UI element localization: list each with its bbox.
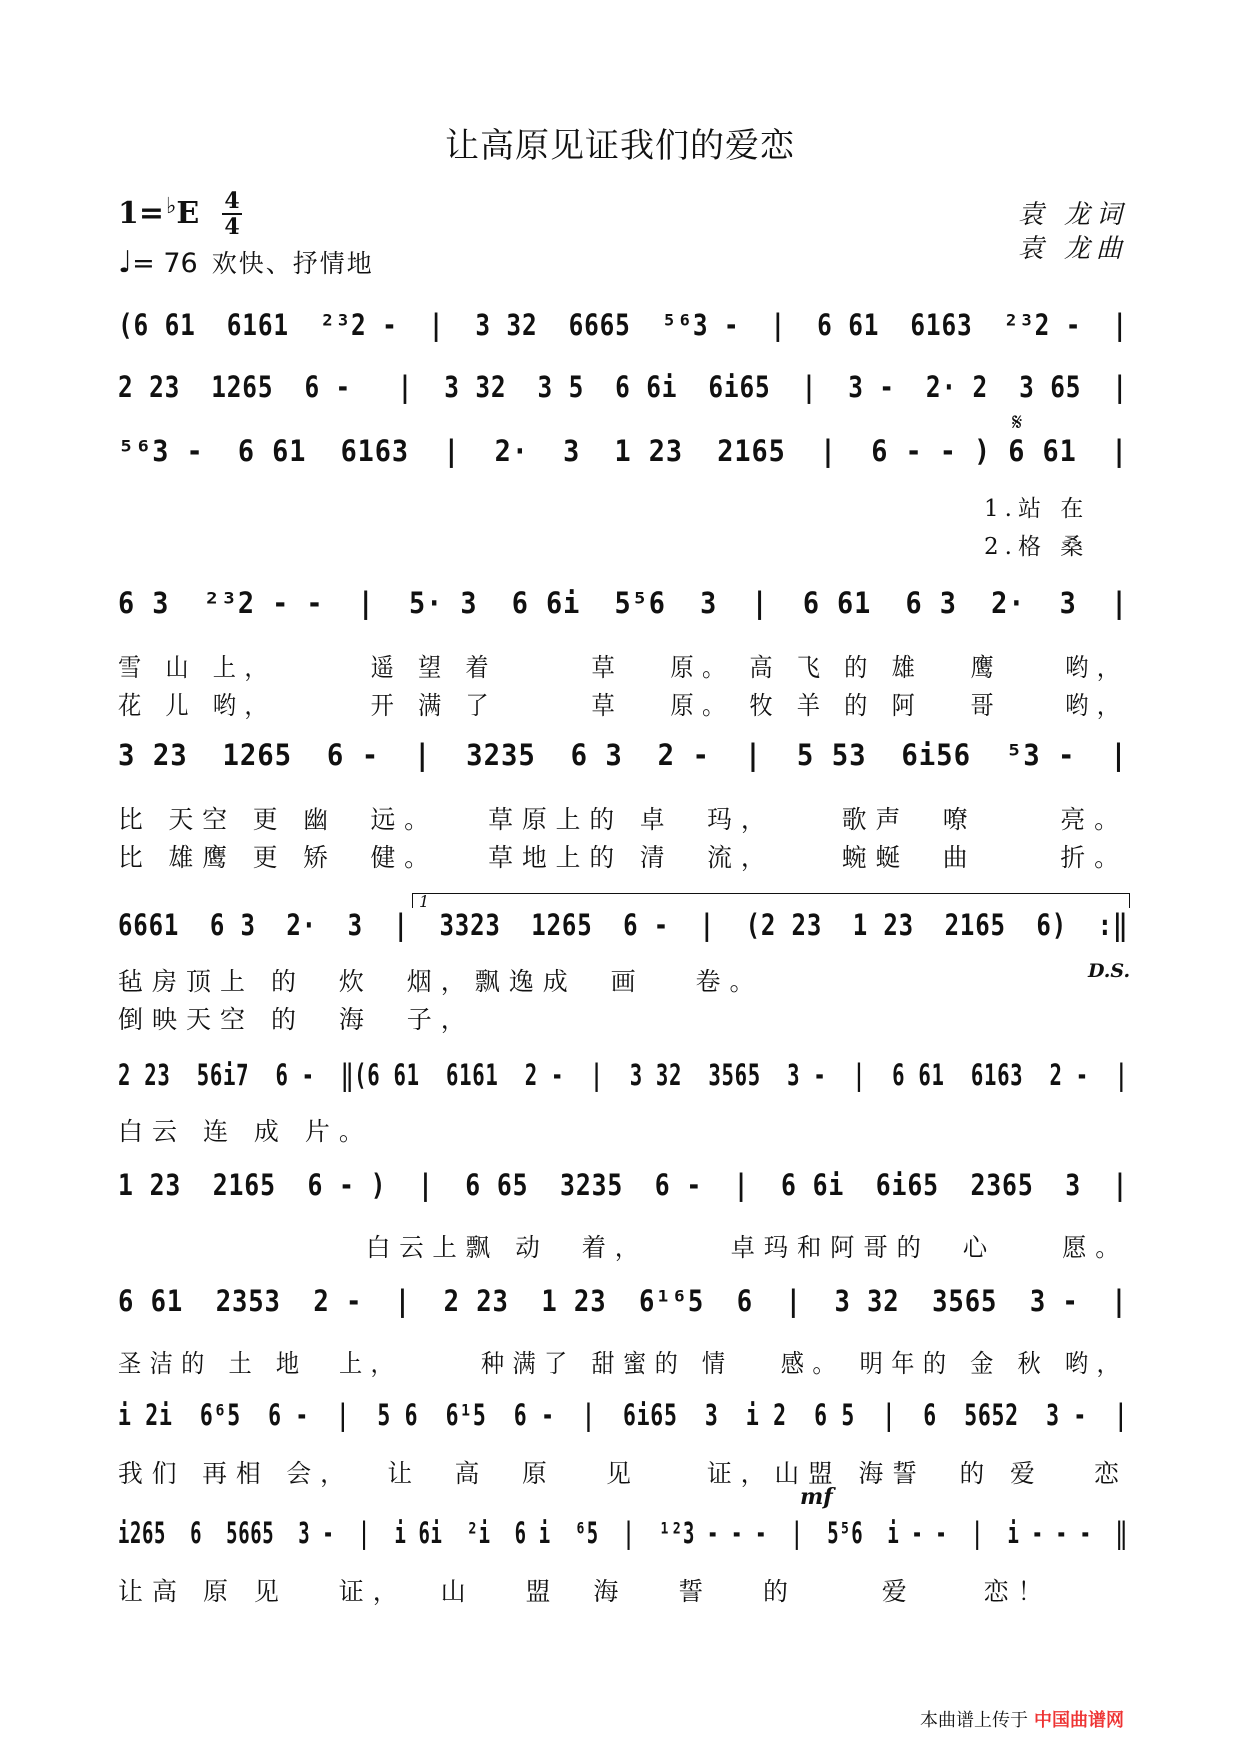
segno-icon: 𝄋	[1012, 408, 1023, 436]
lyric-line: 白云上飘 动 着， 卓玛和阿哥的 心 愿。	[118, 1233, 1129, 1262]
pickup-lyric-verse-2: 2.格 桑	[984, 534, 1090, 560]
tempo-expression: 欢快、抒情地	[211, 249, 374, 278]
lyric-line-verse-1: 比 天空 更 幽 远。 草原上的 卓 玛， 歌声 嘹 亮。	[118, 805, 1128, 834]
notation-text: 6 61 2353 2 - | 2 23 1 23 6¹⁶5 6 | 3 32 3565 3 - |	[118, 1284, 1128, 1318]
tempo-marking	[118, 244, 374, 280]
flat-icon: ♭	[166, 193, 177, 219]
lyric-line-verse-2: 比 雄鹰 更 矫 健。 草地上的 清 流， 蜿蜒 曲 折。	[118, 843, 1128, 872]
notation-line	[118, 308, 1128, 348]
notation-text: ⁵⁶3 - 6 61 6163 | 2· 3 1 23 2165 | 6 - - ) 6 61 |	[118, 434, 1129, 468]
notation-line	[118, 908, 1128, 948]
notation-text: (6 61 6161 ²³2 - | 3 32 6665 ⁵⁶3 - | 6 61 6163 ²³2 - |	[118, 308, 1128, 342]
dal-segno-mark: D.S.	[1088, 960, 1131, 982]
key-letter: E	[176, 196, 200, 231]
first-ending-bracket	[412, 892, 1130, 911]
time-signature	[222, 190, 242, 238]
footer-uploaded-to: 本曲谱上传于	[920, 1710, 1028, 1731]
lyric-line: 白云 连 成 片。	[118, 1117, 373, 1146]
lyric-line-verse-1: 雪 山 上， 遥 望 着 草 原。 高 飞 的 雄 鹰 哟，	[118, 653, 1129, 682]
volta-number: 1	[419, 892, 430, 911]
tempo-bpm: = 76	[132, 248, 198, 279]
notation-text: i265 6 5665 3 - | i 6i ²i 6 i ⁶5 | ¹²3 - - - | 5⁵6 i - - | i - - - ‖	[118, 1516, 1128, 1550]
notation-line	[118, 586, 1128, 626]
notation-text: i 2i 6⁶5 6 - | 5 6 6¹5 6 - | 6i65 3 i 2 6 5 | 6 5652 3 - |	[118, 1398, 1129, 1432]
notation-line	[118, 370, 1128, 410]
notation-line	[118, 1058, 1128, 1098]
footer-watermark	[920, 1706, 1124, 1732]
notation-text: 2 23 1265 6 - | 3 32 3 5 6 6i 6i65 | 3 - 2· 2 3 65 |	[118, 370, 1128, 404]
key-signature	[118, 193, 200, 231]
lyric-line: 我们 再相 会， 让 高 原 见 证，山盟 海誓 的 爱 恋	[118, 1459, 1128, 1488]
notation-text: 6 3 ²³2 - - | 5· 3 6 6i 5⁵6 3 | 6 61 6 3 2· 3 |	[118, 586, 1129, 620]
quarter-note-icon: ♩	[118, 245, 133, 280]
key-prefix: 1=	[118, 196, 165, 231]
notation-line	[118, 434, 1128, 474]
notation-text: 3 23 1265 6 - | 3235 6 3 2 - | 5 53 6i56 ⁵3 - |	[118, 738, 1128, 772]
lyric-line: 让高 原 见 证， 山 盟 海 誓 的 爱 恋！	[118, 1577, 1052, 1606]
notation-line	[118, 738, 1128, 778]
site-logo: 中国曲谱网	[1034, 1710, 1124, 1731]
notation-text: 1 23 2165 6 - ) | 6 65 3235 6 - | 6 6i 6i65 2365 3 |	[118, 1168, 1129, 1202]
lyric-line-verse-1: 毡房顶上 的 炊 烟，飘逸成 画 卷。	[118, 967, 764, 996]
notation-text: 6661 6 3 2· 3 | 3323 1265 6 - | (2 23 1 23 2165 6) :‖	[118, 908, 1129, 942]
pickup-lyric-verse-1: 1.站 在	[984, 496, 1090, 522]
lyric-line-verse-2: 花 儿 哟， 开 满 了 草 原。 牧 羊 的 阿 哥 哟，	[118, 691, 1129, 720]
notation-line	[118, 1516, 1128, 1556]
notation-line	[118, 1168, 1128, 1208]
composer-credit: 袁 龙曲	[1017, 234, 1128, 264]
mezzo-forte-mark: mf	[800, 1484, 833, 1510]
notation-text: 2 23 56i7 6 - ‖(6 61 6161 2 - | 3 32 3565 3 - | 6 61 6163 2 - |	[118, 1058, 1129, 1092]
notation-line	[118, 1398, 1128, 1438]
lyricist-credit: 袁 龙词	[1017, 200, 1128, 230]
notation-line	[118, 1284, 1128, 1324]
lyric-line-verse-2: 倒映天空 的 海 子，	[118, 1005, 475, 1034]
meter-bottom: 4	[224, 214, 240, 240]
page-title: 让高原见证我们的爱恋	[445, 126, 795, 166]
meter-top: 4	[224, 188, 240, 214]
lyric-line: 圣洁的 土 地 上， 种满了 甜蜜的 情 感。 明年的 金 秋 哟，	[118, 1349, 1129, 1378]
